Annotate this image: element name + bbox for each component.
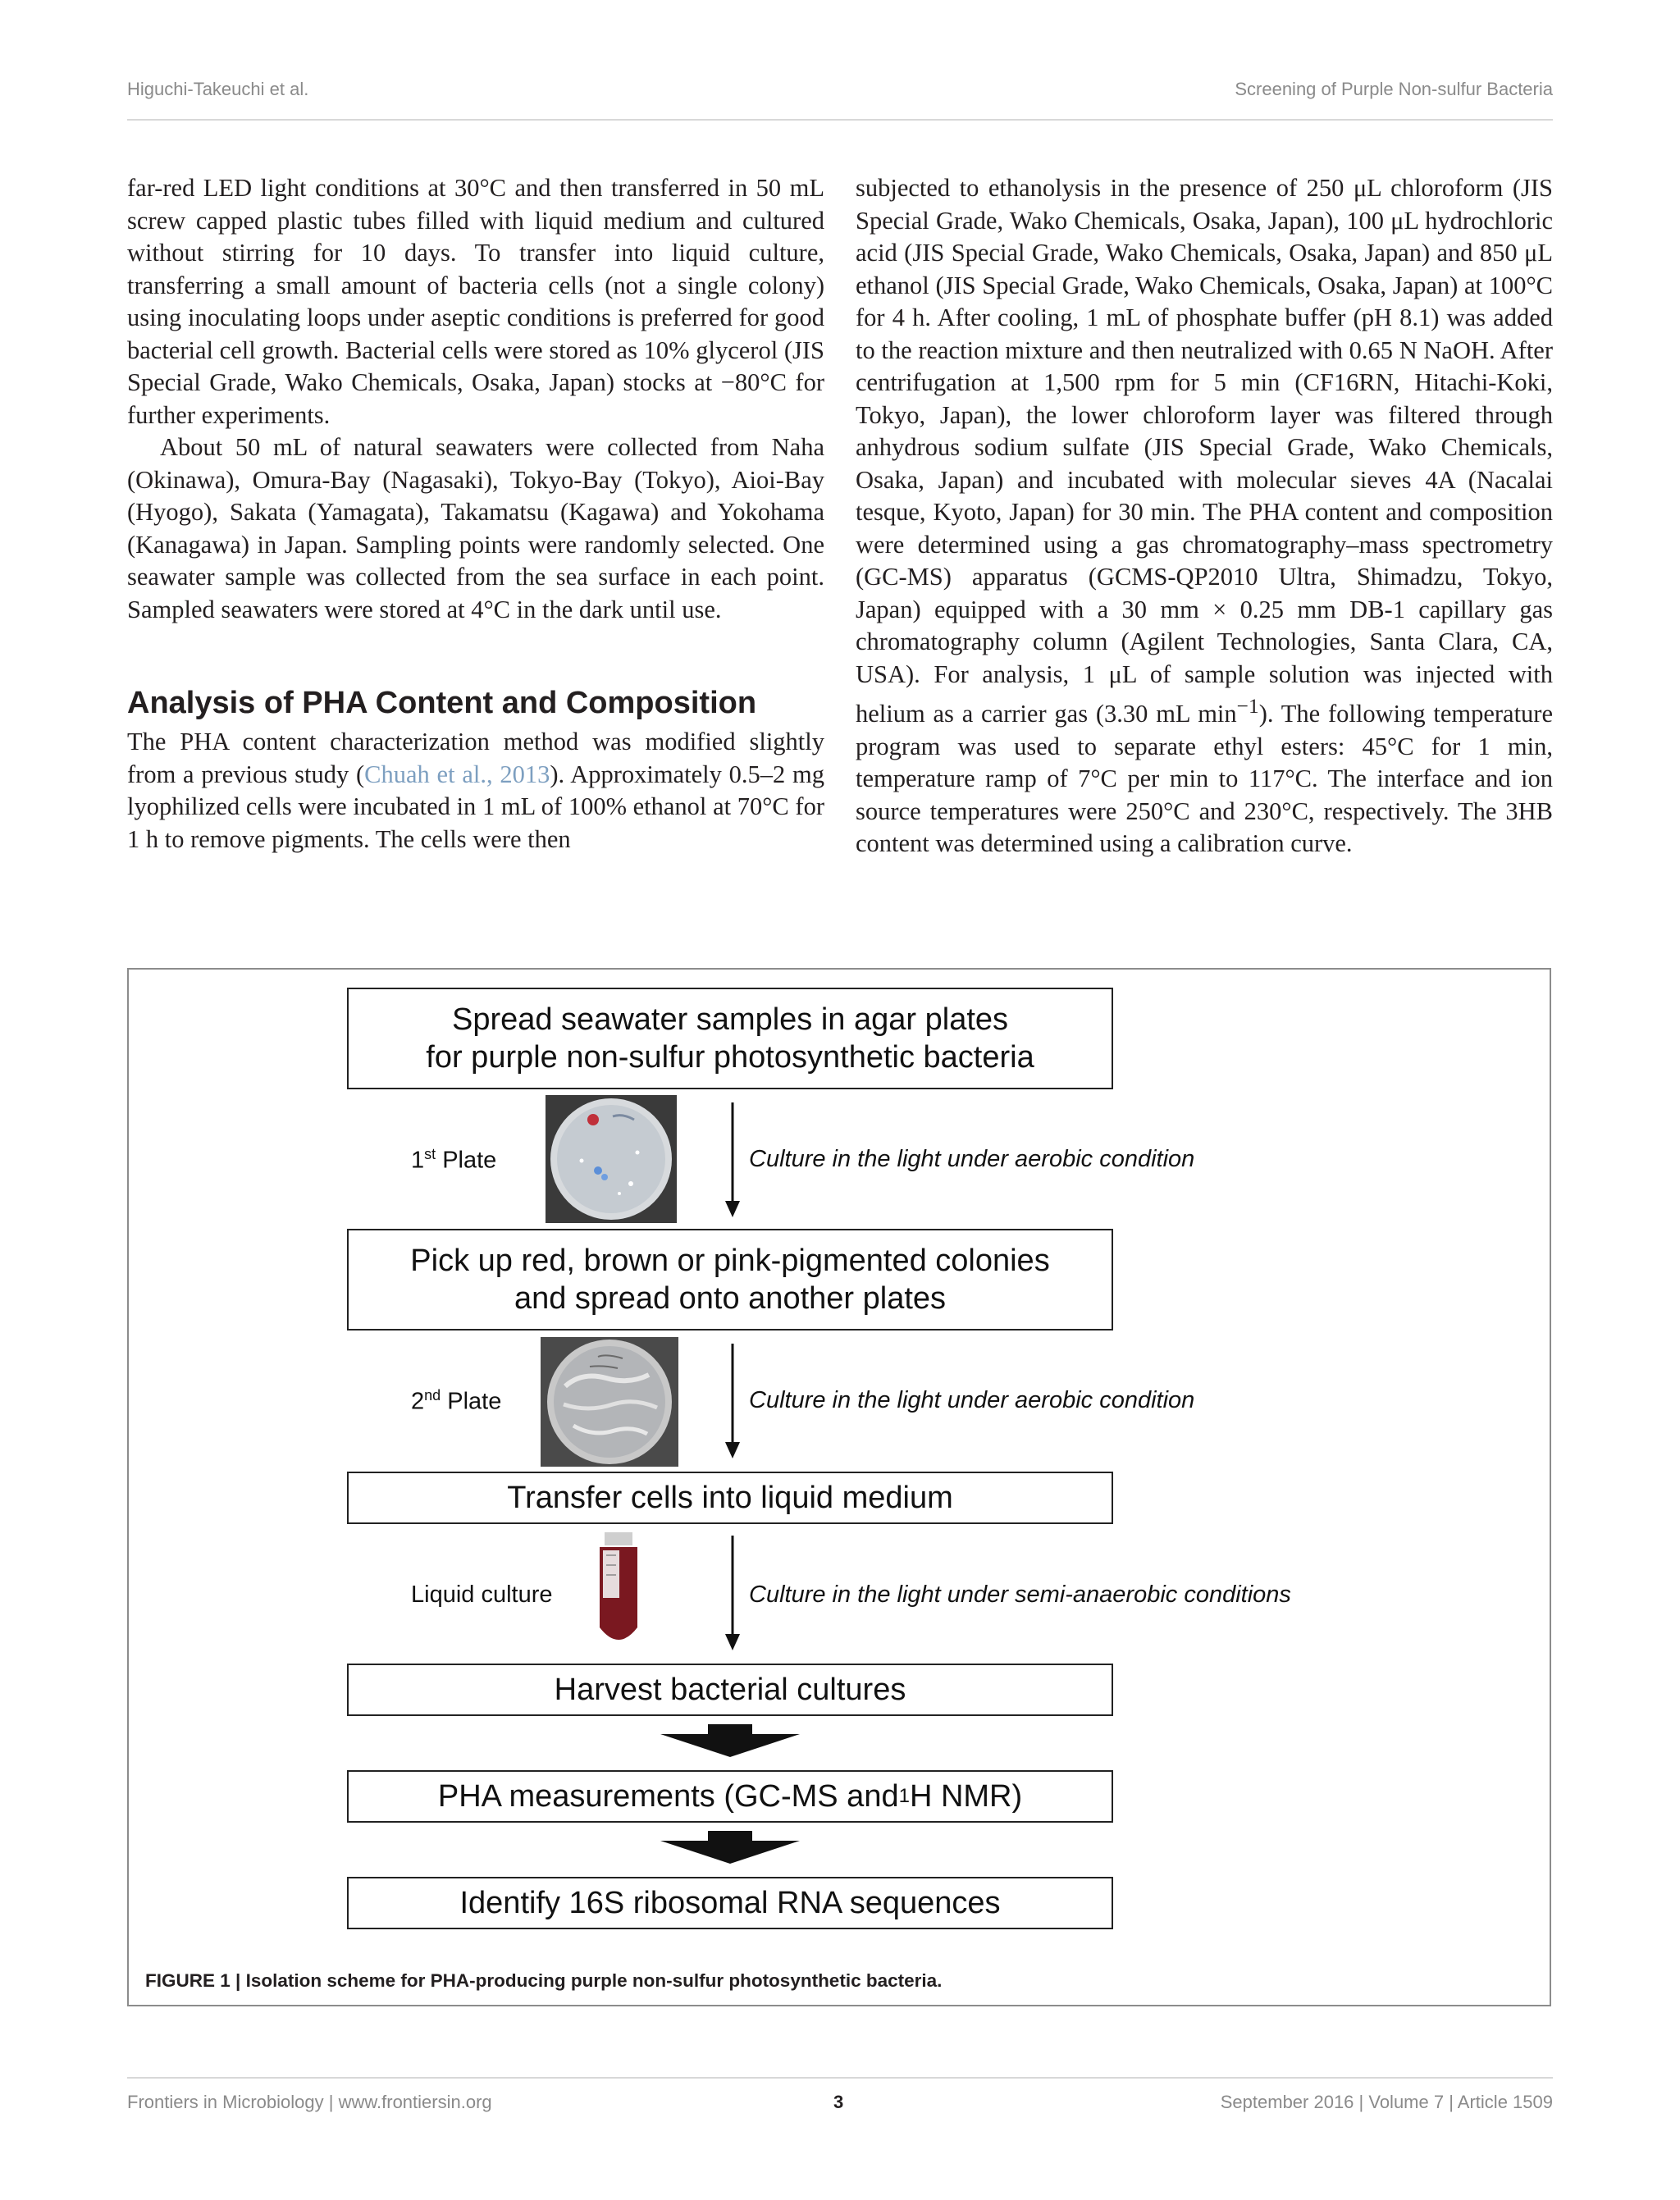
paragraph-text: The PHA content characterization method was modified slightly from a previous study ( [127, 728, 824, 788]
paragraph-text: ). Approximately 0.5–2 mg lyophilized cells were incubated in 1 mL of 100% ethanol at 70°C for 1 h to remove pigments. The cells were then [127, 760, 824, 853]
plate-number: 2 [411, 1388, 425, 1415]
flow-step-line: Spread seawater samples in agar plates [451, 1002, 1009, 1037]
paragraph-text: ). The following temperature program was used to separate ethyl esters: 45°C for 1 min, temperature ramp of 7°C per min to 117°C. The interface and ion source temperatures were 250°C and 230°C, respectively. The 3HB content was determined using a calibration curve. [856, 700, 1554, 858]
footer-divider [127, 2077, 1553, 2079]
citation-link[interactable]: Chuah et al., 2013 [364, 760, 550, 788]
flow-step-line: Pick up red, brown or pink-pigmented colonies [410, 1244, 1050, 1278]
footer-article-info: September 2016 | Volume 7 | Article 1509 [1220, 2092, 1553, 2112]
plate-2-label [411, 1387, 501, 1416]
down-arrow-icon [723, 1536, 742, 1650]
culture-condition-note: Culture in the light under semi-anaerobic conditions [749, 1582, 1291, 1608]
header-authors: Higuchi-Takeuchi et al. [127, 79, 309, 99]
left-column [127, 172, 824, 856]
running-head [127, 79, 1553, 103]
page-number: 3 [833, 2092, 844, 2112]
flow-step-spread-samples [347, 988, 1113, 1089]
superscript: 1 [898, 1785, 910, 1807]
section-heading: Analysis of PHA Content and Composition [127, 686, 757, 720]
plate-ordinal: nd [424, 1387, 441, 1404]
figure-caption: FIGURE 1 | Isolation scheme for PHA-producing purple non-sulfur photosynthetic bacteria. [145, 1970, 943, 1991]
flow-step-identify-16s: Identify 16S ribosomal RNA sequences [347, 1877, 1113, 1929]
flow-step-text: PHA measurements (GC-MS and [437, 1779, 899, 1814]
body-paragraph: far-red LED light conditions at 30°C and then transferred in 50 mL screw capped plastic tubes filled with liquid medium and cultured without stirring for 10 days. To transfer into liquid culture, transferring a small amount of bacteria cells (not a single colony) using inoculating loops under aseptic conditions is preferred for good bacterial cell growth. Bacterial cells were stored as 10% glycerol (JIS Special Grade, Wako Chemicals, Osaka, Japan) stocks at −80°C for further experiments. [127, 174, 824, 429]
page-footer [127, 2092, 1553, 2116]
streak-plate-photo [541, 1337, 678, 1467]
header-short-title: Screening of Purple Non-sulfur Bacteria [1235, 79, 1553, 99]
culture-condition-note: Culture in the light under aerobic condition [749, 1387, 1195, 1413]
flow-step-pha-measurements [347, 1770, 1113, 1823]
culture-condition-note: Culture in the light under aerobic condition [749, 1146, 1195, 1172]
culture-tube-photo [591, 1529, 646, 1652]
down-arrow-icon [723, 1344, 742, 1458]
paragraph-text: subjected to ethanolysis in the presence of 250 μL chloroform (JIS Special Grade, Wako Chemicals, Osaka, Japan), 100 μL hydrochloric acid (JIS Special Grade, Wako Chemicals, Osaka, Japan) and 850 μL ethanol (JIS Special Grade, Wako Chemicals, Osaka, Japan) at 100°C for 4 h. After cooling, 1 mL of phosphate buffer (pH 8.1) was added to the reaction mixture and then neutralized with 0.65 N NaOH. After centrifugation at 1,500 rpm for 5 min (CF16RN, Hitachi-Koki, Tokyo, Japan), the lower chloroform layer was filtered through anhydrous sodium sulfate (JIS Special Grade, Wako Chemicals, Osaka, Japan) and incubated with molecular sieves 4A (Nacalai tesque, Kyoto, Japan) for 30 min. The PHA content and composition were determined using a gas chromatography–mass spectrometry (GC-MS) apparatus (GCMS-QP2010 Ultra, Shimadzu, Tokyo, Japan) equipped with a 30 mm × 0.25 mm DB-1 capillary gas chromatography column (Agilent Technologies, Santa Clara, CA, USA). For analysis, 1 μL of sample solution was injected with helium as a carrier gas (3.30 mL min [856, 174, 1553, 728]
footer-journal[interactable]: Frontiers in Microbiology | www.frontiersin.org [127, 2092, 492, 2112]
flow-step-pick-colonies [347, 1229, 1113, 1330]
plate-word: Plate [441, 1388, 502, 1415]
agar-plate-photo [546, 1095, 677, 1223]
flow-step-text: H NMR) [909, 1779, 1023, 1814]
flow-step-line: and spread onto another plates [514, 1281, 947, 1316]
flow-step-harvest: Harvest bacterial cultures [347, 1664, 1113, 1716]
body-paragraph [127, 726, 824, 856]
flow-step-line: for purple non-sulfur photosynthetic bacteria [426, 1040, 1034, 1075]
flowchart [129, 970, 1550, 2005]
superscript: −1 [1236, 695, 1259, 718]
plate-ordinal: st [424, 1146, 436, 1162]
plate-1-label [411, 1146, 496, 1175]
plate-word: Plate [436, 1147, 497, 1174]
thick-down-arrow-icon [660, 1831, 800, 1864]
liquid-culture-label: Liquid culture [411, 1582, 553, 1608]
body-paragraph: About 50 mL of natural seawaters were collected from Naha (Okinawa), Omura-Bay (Nagasaki), Tokyo-Bay (Tokyo), Aioi-Bay (Hyogo), Sakata (Yamagata), Takamatsu (Kagawa) and Yokohama (Kanagawa) in Japan. Sampling points were randomly selected. One seawater sample was collected from the sea surface in each point. Sampled seawaters were stored at 4°C in the dark until use. [127, 433, 824, 623]
plate-number: 1 [411, 1147, 425, 1174]
flow-step-transfer-cells: Transfer cells into liquid medium [347, 1472, 1113, 1524]
figure-1 [127, 968, 1551, 2006]
down-arrow-icon [723, 1102, 742, 1217]
thick-down-arrow-icon [660, 1724, 800, 1757]
body-paragraph [856, 172, 1553, 860]
right-column [856, 172, 1553, 860]
header-divider [127, 119, 1553, 121]
